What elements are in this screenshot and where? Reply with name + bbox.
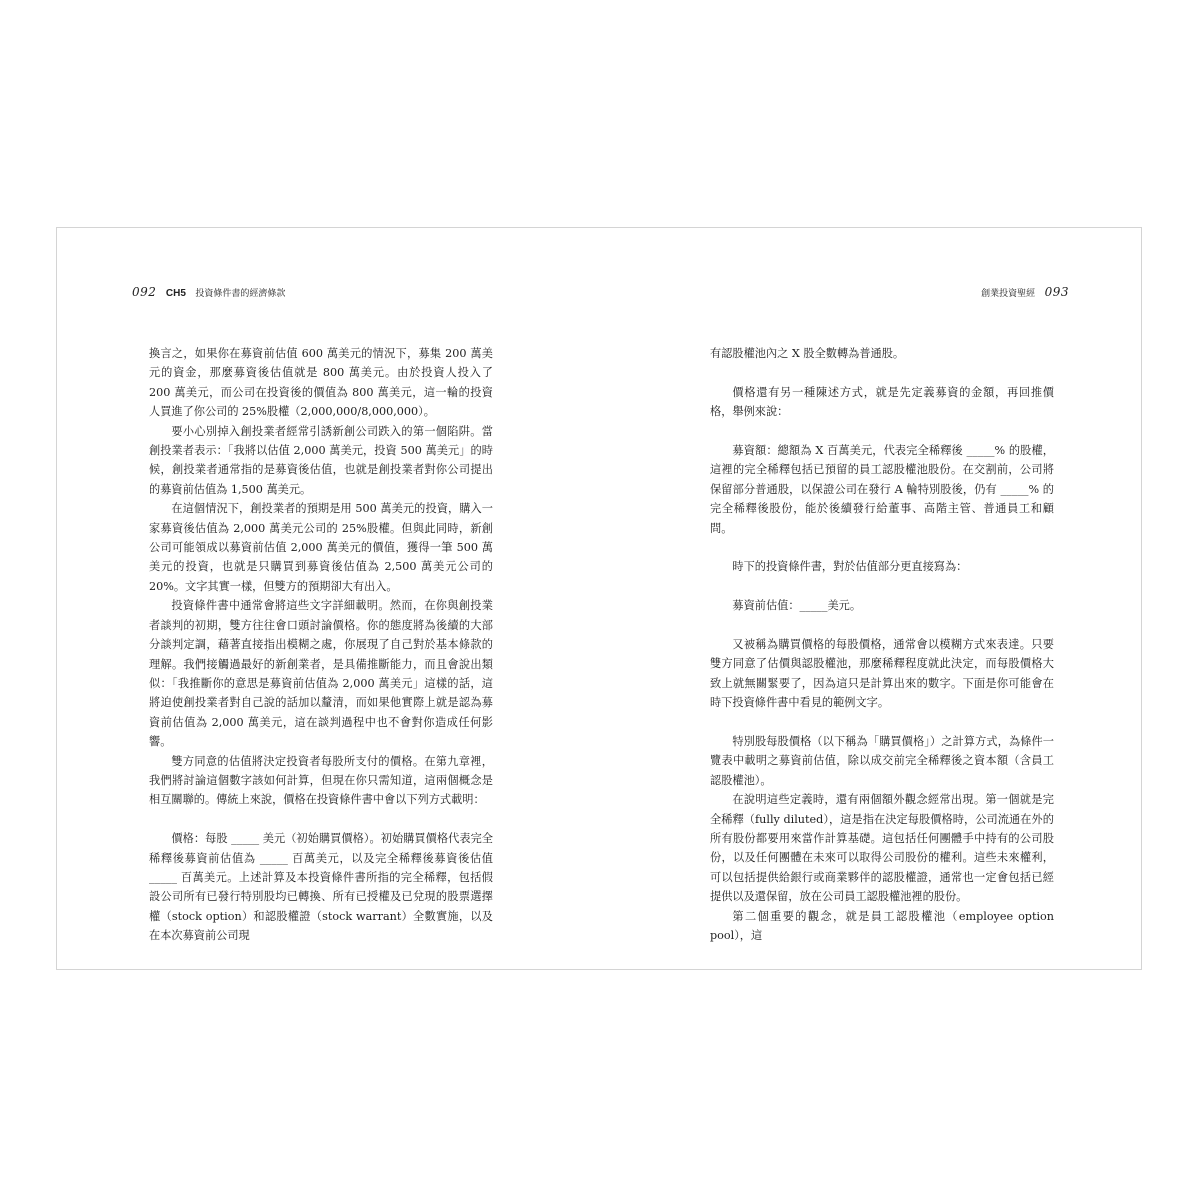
paragraph: 換言之，如果你在募資前估值 600 萬美元的情況下，募集 200 萬美元的資金，那麼募資後估值就是 800 萬美元。由於投資人投入了 200 萬美元，而公司在投資後的價值為 800 萬美元，這一輪的投資人買進了你公司的 25%股權（2,000,000/8,000,000）。: [149, 347, 493, 419]
left-page-header: [132, 285, 285, 301]
paragraph: 投資條件書中通常會將這些文字詳細載明。然而，在你與創投業者談判的初期，雙方往往會口頭討論價格。你的態度將為後續的大部分談判定調，藉著直接指出模糊之處，你展現了自己對於基本條款的理解。我們接觸過最好的新創業者，是具備推斷能力，而且會說出類似：「我推斷你的意思是募資前估值為 2,000 萬美元」這樣的話，這將迫使創投業者對自己說的話加以釐清，而如果他實際上就是認為募資前估值為 2,000 萬美元，這在談判過程中也不會對你造成任何影響。: [149, 599, 493, 749]
running-title: 創業投資聖經: [981, 289, 1036, 299]
paragraph: 第二個重要的觀念，就是員工認股權池（employee option pool），這: [710, 909, 1054, 943]
paragraph: 有認股權池內之 X 股全數轉為普通股。: [710, 347, 905, 360]
paragraph: 在說明這些定義時，還有兩個額外觀念經常出現。第一個就是完全稀釋（fully diluted），這是指在決定每股價格時，公司流通在外的所有股份都要用來當作計算基礎。這包括任何團體手中持有的公司股份，以及任何團體在未來可以取得公司股份的權利。這些未來權利，可以包括提供給銀行或商業夥伴的認股權證，通常也一定會包括已經提供以及還保留，放在公司員工認股權池裡的股份。: [710, 793, 1054, 904]
right-page-body: [710, 344, 1054, 946]
right-page: [600, 228, 1143, 969]
left-page: [57, 228, 600, 969]
paragraph: 價格：每股 _____ 美元（初始購買價格）。初始購買價格代表完全稀釋後募資前估值為 _____ 百萬美元，以及完全稀釋後募資後估值 _____ 百萬美元。上述計算及本投資條件書所指的完全稀釋，包括假設公司所有已發行特別股均已轉換、所有已授權及已兌現的股票選擇權（stock option）和認股權證（stock warrant）全數實施，以及在本次募資前公司現: [149, 832, 493, 943]
paragraph: 募資前估值：_____美元。: [732, 599, 862, 613]
paragraph: 時下的投資條件書，對於估值部分更直接寫為：: [732, 560, 968, 574]
paragraph: 又被稱為購買價格的每股價格，通常會以模糊方式來表達。只要雙方同意了估價與認股權池，那麼稀釋程度就此決定，而每股價格大致上就無關緊要了，因為這只是計算出來的數字。下面是你可能會在時下投資條件書中看見的範例文字。: [710, 638, 1054, 710]
running-title: 投資條件書的經濟條款: [195, 289, 286, 299]
paragraph: 價格還有另一種陳述方式，就是先定義募資的金額，再回推價格，舉例來說：: [710, 385, 1054, 419]
chapter-label: CH5: [165, 288, 186, 299]
page-number: 092: [132, 285, 157, 299]
page-number: 093: [1044, 285, 1069, 299]
left-page-body: [149, 344, 493, 946]
paragraph: 要小心別掉入創投業者經常引誘新創公司跌入的第一個陷阱。當創投業者表示：「我將以估值 2,000 萬美元，投資 500 萬美元」的時候，創投業者通常指的是募資後估值，也就是創投業者對你公司提出的募資前估值為 1,500 萬美元。: [149, 424, 493, 496]
right-page-header: [981, 285, 1069, 301]
book-spread: [56, 227, 1142, 970]
paragraph: 雙方同意的估值將決定投資者每股所支付的價格。在第九章裡，我們將討論這個數字該如何計算，但現在你只需知道，這兩個概念是相互關聯的。傳統上來說，價格在投資條件書中會以下列方式載明：: [149, 754, 493, 807]
paragraph: 募資額：總額為 X 百萬美元，代表完全稀釋後 _____% 的股權，這裡的完全稀釋包括已預留的員工認股權池股份。在交割前，公司將保留部分普通股，以保證公司在發行 A 輪特別股後，仍有 _____% 的完全稀釋後股份，能於後續發行給董事、高階主管、普通員工和顧問。: [710, 444, 1054, 535]
paragraph: 在這個情況下，創投業者的預期是用 500 萬美元的投資，購入一家募資後估值為 2,000 萬美元公司的 25%股權。但與此同時，新創公司可能領成以募資前估值 2,000 萬美元的價值，獲得一筆 500 萬美元的投資，也就是只購買到募資後估值為 2,500 萬美元公司的 20%。文字其實一樣，但雙方的預期卻大有出入。: [149, 502, 493, 593]
paragraph: 特別股每股價格（以下稱為「購買價格」）之計算方式，為條件一覽表中載明之募資前估值，除以成交前完全稀釋後之資本額（含員工認股權池）。: [710, 735, 1054, 787]
